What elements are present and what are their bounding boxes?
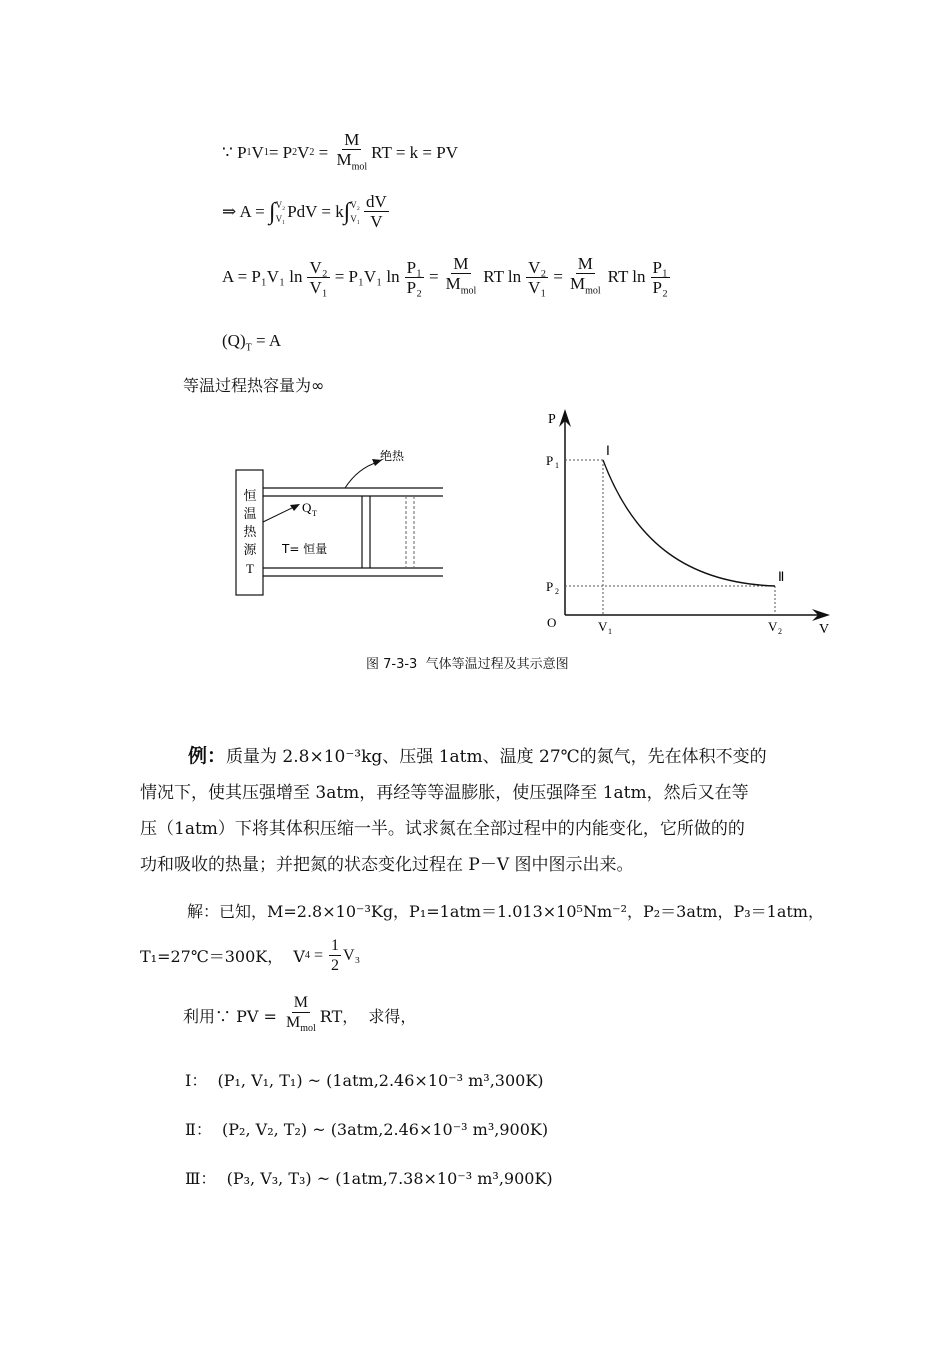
ideal-gas-law-line: 利用∵ PV = $\frac{M}{M_{mol}}$ RT， 求得， xyxy=(183,994,417,1035)
fraction-m-over-mmol: $\frac{M}{M_{mol}}$ xyxy=(336,130,368,173)
point-ii-label: Ⅱ xyxy=(778,569,785,584)
equation-work-result: A = P₁V₁ ln $\frac{\text{V₂}}{\text{V₁}}$ = P₁V₁ ln $\frac{\text{P₁}}{\text{P₂}}$ = $\frac{M}{M_{mol}}$ RT ln $\frac{\text{V₂}}{\text{V₁}}$ = $\frac{M}{M_{mol}}$ RT ln $\frac{\text{P₁}}{\text{P₂}}$ xyxy=(222,254,668,297)
state-i: Ⅰ： (P₁, V₁, T₁) ~ (1atm,2.46×10⁻³ m³,300K) xyxy=(185,1071,544,1090)
equation-heat-equals-work: $(Q)_T = A$ xyxy=(222,331,282,354)
heat-arrow xyxy=(290,504,300,511)
adiabatic-label: 绝热 xyxy=(380,449,405,463)
p2-label: P xyxy=(546,579,554,594)
v1-label: V xyxy=(598,619,608,634)
figure-caption: 图 7-3-3 气体等温过程及其示意图 xyxy=(366,657,569,672)
v2-label: V xyxy=(768,619,778,634)
state-iii: Ⅲ： (P₃, V₃, T₃) ~ (1atm,7.38×10⁻³ m³,900K) xyxy=(185,1169,553,1188)
example-paragraph: 例：质量为 2.8×10⁻³kg、压强 1atm、温度 27℃的氮气，先在体积不变的 情况下，使其压强增至 3atm，再经等等温膨胀，使压强降至 1atm，然后又在等 压（1atm）下将其体积压缩一半。试求氮在全部过程中的内能变化，它所做的的 功和吸收的热量；并把氮的状态变化过程在 P－V 图中图示出来。 xyxy=(140,745,767,875)
svg-text:2: 2 xyxy=(555,587,559,596)
heat-source-char: 温 xyxy=(243,507,257,522)
temperature-label: T= 恒量 xyxy=(282,542,328,556)
isotherm-curve xyxy=(603,460,775,586)
cylinder-diagram xyxy=(230,440,450,605)
svg-text:T: T xyxy=(312,509,317,518)
equation-isothermal-law: ∵ P 1 V 1 = P 2 V 2 = $\frac{M}{M_{mol}}$ RT = k = PV xyxy=(222,130,458,176)
state-ii: Ⅱ： (P₂, V₂, T₂) ~ (3atm,2.46×10⁻³ m³,900K) xyxy=(185,1120,549,1139)
q-label: Q xyxy=(302,500,312,515)
integral-sign: ∫ xyxy=(343,198,351,225)
v-axis-label: V xyxy=(819,622,830,637)
heat-source-char: 热 xyxy=(243,525,257,540)
svg-text:1: 1 xyxy=(608,627,612,636)
heat-source-char: T xyxy=(246,561,254,576)
integral-sign: ∫ xyxy=(268,198,276,225)
eq1-prefix: ∵ P xyxy=(222,143,247,163)
solution-temperature-volume: T₁=27℃＝300K， V 4 = $\frac{1}{2}$ V₃ xyxy=(140,937,361,974)
heat-source-char: 源 xyxy=(243,543,257,558)
point-i-label: Ⅰ xyxy=(606,443,610,458)
origin-label: O xyxy=(547,615,557,630)
equation-work-integral: ⇒ A = ∫ V₂ V₁ PdV = k ∫ V₂ V₁ $\frac{dV}{V}$ xyxy=(222,192,387,231)
pv-diagram xyxy=(540,405,836,640)
svg-text:1: 1 xyxy=(555,461,559,470)
heat-capacity-note: 等温过程热容量为∞ xyxy=(183,376,325,395)
p-axis-label: P xyxy=(548,412,556,427)
solution-known-values: 解：已知，M=2.8×10⁻³Kg，P₁=1atm＝1.013×10⁵Nm⁻²，P₂＝3atm，P₃＝1atm， xyxy=(187,902,824,921)
heat-source-char: 恒 xyxy=(243,489,257,504)
p1-label: P xyxy=(546,453,554,468)
example-label: 例： xyxy=(188,745,227,767)
svg-text:2: 2 xyxy=(778,627,782,636)
